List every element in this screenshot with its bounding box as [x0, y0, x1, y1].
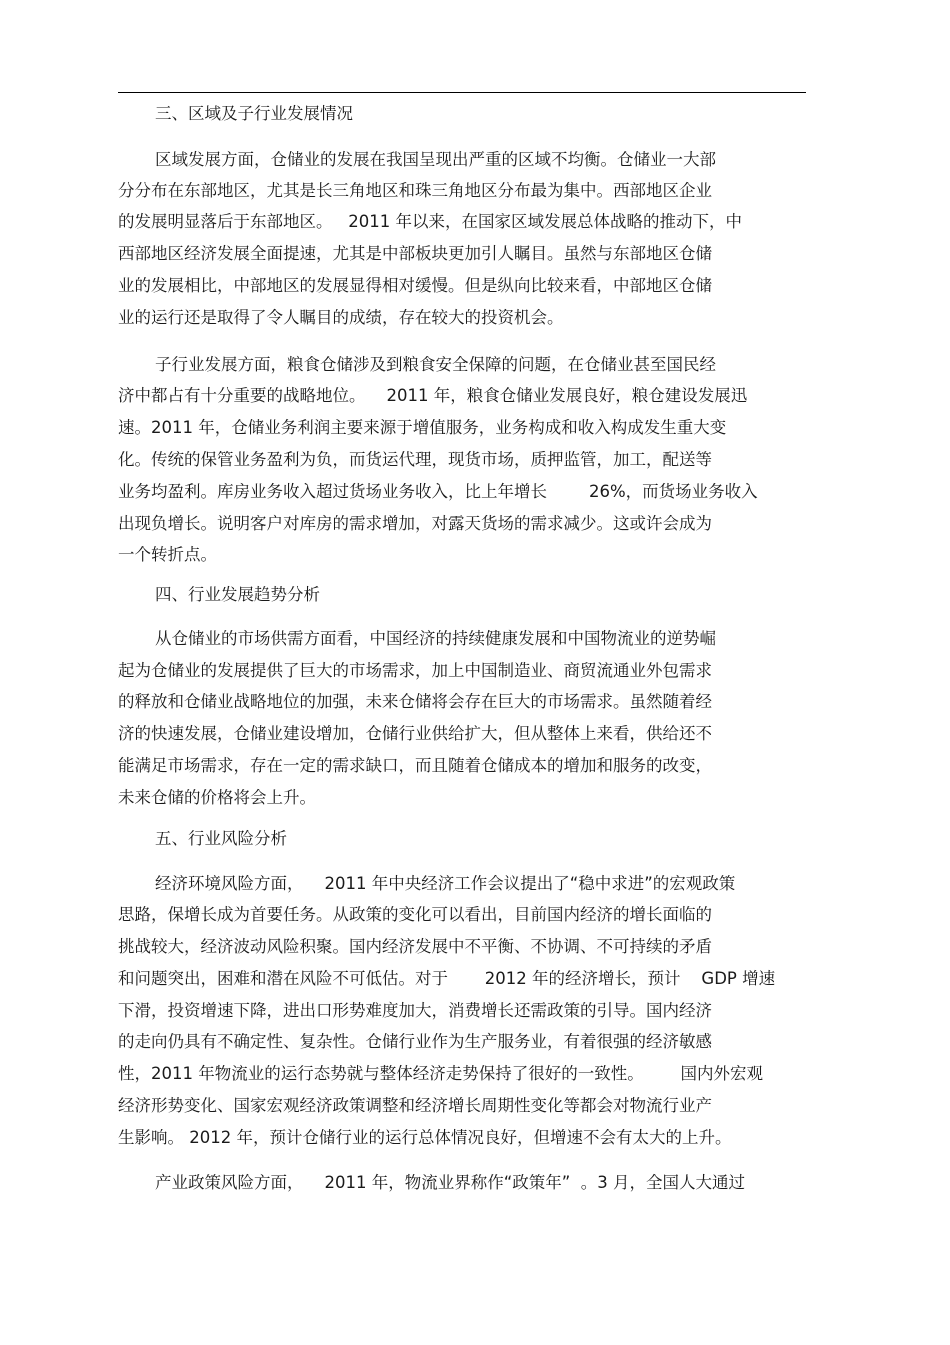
paragraph-line: 济中都占有十分重要的战略地位。 2011 年，粮食仓储业发展良好，粮仓建设发展迅	[118, 386, 748, 405]
section-heading-5: 五、行业风险分析	[155, 829, 287, 848]
section-heading-4: 四、行业发展趋势分析	[155, 585, 320, 604]
paragraph-line: 能满足市场需求，存在一定的需求缺口，而且随着仓储成本的增加和服务的改变，	[118, 756, 712, 775]
paragraph-line: 区域发展方面，仓储业的发展在我国呈现出严重的区域不均衡。仓储业一大部	[155, 150, 716, 169]
paragraph-line: 思路，保增长成为首要任务。从政策的变化可以看出，目前国内经济的增长面临的	[118, 905, 712, 924]
paragraph-line: 子行业发展方面，粮食仓储涉及到粮食安全保障的问题，在仓储业甚至国民经	[155, 355, 716, 374]
paragraph-line: 下滑，投资增速下降，进出口形势难度加大，消费增长还需政策的引导。国内经济	[118, 1001, 712, 1020]
paragraph-line: 业务均盈利。库房业务收入超过货场业务收入，比上年增长 26%，而货场业务收入	[118, 482, 758, 501]
paragraph-line: 出现负增长。说明客户对库房的需求增加，对露天货场的需求减少。这或许会成为	[118, 514, 712, 533]
paragraph-line: 挑战较大，经济波动风险积聚。国内经济发展中不平衡、不协调、不可持续的矛盾	[118, 937, 712, 956]
paragraph-line: 业的运行还是取得了令人瞩目的成绩，存在较大的投资机会。	[118, 308, 564, 327]
paragraph-line: 经济环境风险方面， 2011 年中央经济工作会议提出了“稳中求进”的宏观政策	[155, 874, 736, 893]
paragraph-line: 速。2011 年，仓储业务利润主要来源于增值服务，业务构成和收入构成发生重大变	[118, 418, 727, 437]
paragraph-line: 从仓储业的市场供需方面看，中国经济的持续健康发展和中国物流业的逆势崛	[155, 629, 716, 648]
paragraph-line: 的释放和仓储业战略地位的加强，未来仓储将会存在巨大的市场需求。虽然随着经	[118, 692, 712, 711]
paragraph-line: 起为仓储业的发展提供了巨大的市场需求，加上中国制造业、商贸流通业外包需求	[118, 661, 712, 680]
paragraph-line: 性，2011 年物流业的运行态势就与整体经济走势保持了很好的一致性。 国内外宏观	[118, 1064, 763, 1083]
paragraph-line: 西部地区经济发展全面提速，尤其是中部板块更加引人瞩目。虽然与东部地区仓储	[118, 244, 712, 263]
paragraph-line: 的发展明显落后于东部地区。 2011 年以来，在国家区域发展总体战略的推动下，中	[118, 212, 742, 231]
paragraph-line: 产业政策风险方面， 2011 年，物流业界称作“政策年” 。3 月，全国人大通过	[155, 1173, 746, 1192]
paragraph-line: 分分布在东部地区，尤其是长三角地区和珠三角地区分布最为集中。西部地区企业	[118, 181, 712, 200]
paragraph-line: 和问题突出，困难和潜在风险不可低估。对于 2012 年的经济增长，预计 GDP 增速	[118, 969, 776, 988]
paragraph-line: 化。传统的保管业务盈利为负，而货运代理，现货市场，质押监管，加工，配送等	[118, 450, 712, 469]
section-heading-3: 三、区域及子行业发展情况	[155, 104, 353, 123]
paragraph-line: 济的快速发展，仓储业建设增加，仓储行业供给扩大，但从整体上来看，供给还不	[118, 724, 712, 743]
paragraph-line: 一个转折点。	[118, 545, 217, 564]
header-rule	[118, 92, 806, 93]
paragraph-line: 经济形势变化、国家宏观经济政策调整和经济增长周期性变化等都会对物流行业产	[118, 1096, 712, 1115]
paragraph-line: 的走向仍具有不确定性、复杂性。仓储行业作为生产服务业，有着很强的经济敏感	[118, 1032, 712, 1051]
paragraph-line: 业的发展相比，中部地区的发展显得相对缓慢。但是纵向比较来看，中部地区仓储	[118, 276, 712, 295]
paragraph-line: 未来仓储的价格将会上升。	[118, 788, 316, 807]
paragraph-line: 生影响。 2012 年，预计仓储行业的运行总体情况良好，但增速不会有太大的上升。	[118, 1128, 732, 1147]
